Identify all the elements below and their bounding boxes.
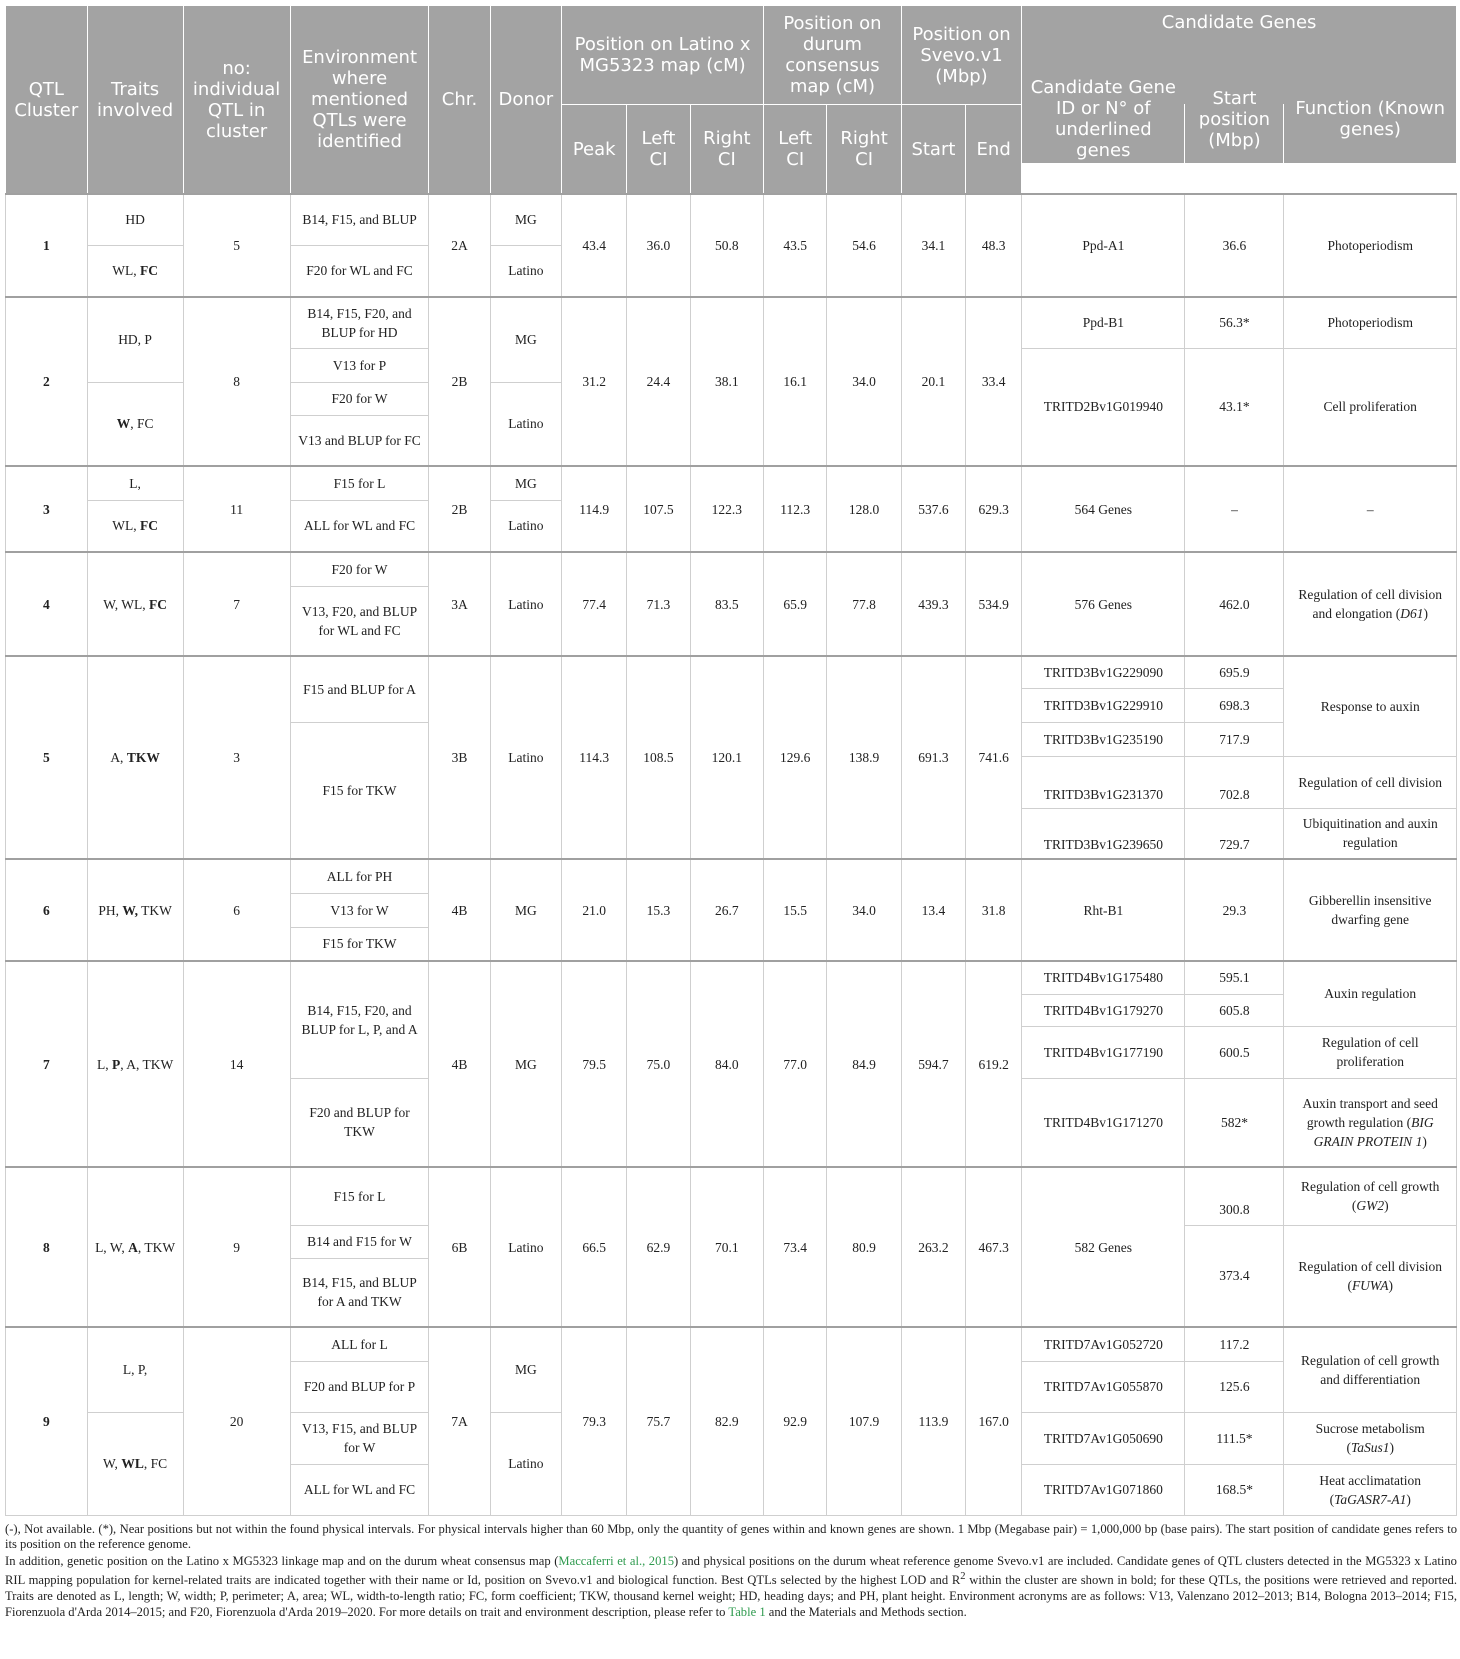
table-1-link[interactable]: Table 1 [728, 1604, 766, 1619]
table-row [6, 552, 1457, 586]
svevo-start-cell: 20.1 [901, 297, 965, 466]
svevo-start-cell: 34.1 [901, 194, 965, 297]
gene-id-cell: TRITD3Bv1G239650 [1022, 808, 1185, 859]
traits-cell: HD, P [87, 297, 183, 382]
left-ci-cell: 36.0 [627, 194, 690, 297]
header-qtl-cluster: QTL Cluster [6, 6, 88, 195]
citation-link[interactable]: Maccaferri et al., 2015 [558, 1553, 674, 1568]
gene-id-cell: TRITD3Bv1G235190 [1022, 722, 1185, 756]
gene-id-cell: TRITD7Av1G055870 [1022, 1361, 1185, 1412]
header-left-ci: Left CI [627, 105, 690, 195]
traits-cell: WL, FC [87, 245, 183, 297]
donor-cell: Latino [490, 245, 561, 297]
cluster-id: 2 [6, 297, 88, 466]
left-ci-cell: 24.4 [627, 297, 690, 466]
start-position-cell: 462.0 [1185, 552, 1284, 656]
table-row [6, 297, 1457, 348]
gene-id-cell: TRITD3Bv1G229090 [1022, 656, 1185, 688]
traits-cell: W, FC [87, 382, 183, 466]
environment-cell: V13 for W [290, 893, 429, 927]
gene-id-cell: Rht-B1 [1022, 859, 1185, 961]
environment-cell: F20 for W [290, 552, 429, 586]
durum-left-ci-cell: 15.5 [764, 859, 827, 961]
table-footnote [5, 1522, 1457, 1621]
cluster-7 [6, 961, 1457, 1167]
svevo-start-cell: 594.7 [901, 961, 965, 1167]
environment-cell: F20 for WL and FC [290, 245, 429, 297]
environment-cell: B14, F15, and BLUP for A and TKW [290, 1258, 429, 1327]
table-header [6, 6, 1457, 195]
cluster-4 [6, 552, 1457, 656]
function-cell: Ubiquitination and auxin regulation [1284, 808, 1457, 859]
svevo-start-cell: 439.3 [901, 552, 965, 656]
header-pos-durum: Position on durum consensus map (cM) [764, 6, 902, 105]
function-cell: Auxin regulation [1284, 961, 1457, 1026]
cluster-id: 1 [6, 194, 88, 297]
n-qtl-cell: 8 [183, 297, 290, 466]
qtl-table [5, 5, 1457, 1516]
n-qtl-cell: 3 [183, 656, 290, 859]
start-position-cell: 600.5 [1185, 1026, 1284, 1078]
table-row [6, 1327, 1457, 1361]
durum-right-ci-cell: 77.8 [827, 552, 901, 656]
start-position-cell: 29.3 [1185, 859, 1284, 961]
cluster-id: 9 [6, 1327, 88, 1515]
function-cell: Regulation of cell proliferation [1284, 1026, 1457, 1078]
cluster-id: 6 [6, 859, 88, 961]
cluster-id: 8 [6, 1167, 88, 1327]
donor-cell: MG [490, 859, 561, 961]
peak-cell: 43.4 [562, 194, 627, 297]
cluster-3 [6, 466, 1457, 552]
chr-cell: 2B [429, 466, 490, 552]
peak-cell: 31.2 [562, 297, 627, 466]
function-cell: – [1284, 466, 1457, 552]
header-right-ci: Right CI [690, 105, 763, 195]
start-position-cell: 605.8 [1185, 994, 1284, 1026]
environment-cell: V13, F15, and BLUP for W [290, 1412, 429, 1464]
start-position-cell: – [1185, 466, 1284, 552]
start-position-cell: 702.8 [1185, 756, 1284, 808]
header-traits: Traits involved [87, 6, 183, 195]
donor-cell: Latino [490, 1412, 561, 1515]
environment-cell: F20 for W [290, 382, 429, 415]
environment-cell: V13, F20, and BLUP for WL and FC [290, 586, 429, 656]
cluster-1 [6, 194, 1457, 297]
chr-cell: 2A [429, 194, 490, 297]
function-cell: Photoperiodism [1284, 297, 1457, 348]
start-position-cell: 595.1 [1185, 961, 1284, 994]
header-gene-id: Candidate Gene ID or N° of underlined genes [1022, 75, 1185, 165]
gene-id-cell: 582 Genes [1022, 1167, 1185, 1327]
chr-cell: 4B [429, 859, 490, 961]
durum-left-ci-cell: 16.1 [764, 297, 827, 466]
left-ci-cell: 71.3 [627, 552, 690, 656]
durum-left-ci-cell: 77.0 [764, 961, 827, 1167]
durum-right-ci-cell: 84.9 [827, 961, 901, 1167]
environment-cell: F15 and BLUP for A [290, 656, 429, 722]
chr-cell: 6B [429, 1167, 490, 1327]
durum-left-ci-cell: 43.5 [764, 194, 827, 297]
right-ci-cell: 83.5 [690, 552, 763, 656]
left-ci-cell: 62.9 [627, 1167, 690, 1327]
svevo-start-cell: 537.6 [901, 466, 965, 552]
start-position-cell: 36.6 [1185, 194, 1284, 297]
right-ci-cell: 82.9 [690, 1327, 763, 1515]
traits-cell: W, WL, FC [87, 552, 183, 656]
function-cell: Regulation of cell division and elongation (D61) [1284, 552, 1457, 656]
environment-cell: ALL for WL and FC [290, 1464, 429, 1515]
gene-id-cell: TRITD4Bv1G175480 [1022, 961, 1185, 994]
donor-cell: MG [490, 194, 561, 245]
header-n-qtl: no: individual QTL in cluster [183, 6, 290, 195]
gene-id-cell: TRITD4Bv1G177190 [1022, 1026, 1185, 1078]
cluster-id: 5 [6, 656, 88, 859]
environment-cell: ALL for L [290, 1327, 429, 1361]
environment-cell: B14, F15, F20, and BLUP for HD [290, 297, 429, 348]
svevo-end-cell: 167.0 [966, 1327, 1022, 1515]
cluster-5 [6, 656, 1457, 859]
donor-cell: MG [490, 466, 561, 500]
traits-cell: HD [87, 194, 183, 245]
durum-left-ci-cell: 92.9 [764, 1327, 827, 1515]
footnote-legend: (-), Not available. (*), Near positions but not within the found physical intervals. For physical intervals higher than 60 Mbp, only the quantity of genes within and known genes are shown. 1 Mbp (Megabase pair) = 1,000,000 bp (base pairs). The start position of candidate genes refers to its position on the reference genome. [5, 1521, 1457, 1552]
svevo-end-cell: 619.2 [966, 961, 1022, 1167]
start-position-cell: 300.8 [1185, 1167, 1284, 1225]
durum-right-ci-cell: 54.6 [827, 194, 901, 297]
right-ci-cell: 70.1 [690, 1167, 763, 1327]
chr-cell: 3B [429, 656, 490, 859]
cluster-8 [6, 1167, 1457, 1327]
n-qtl-cell: 9 [183, 1167, 290, 1327]
gene-id-cell: TRITD7Av1G071860 [1022, 1464, 1185, 1515]
n-qtl-cell: 11 [183, 466, 290, 552]
gene-id-cell: TRITD3Bv1G229910 [1022, 688, 1185, 722]
function-cell: Sucrose metabolism (TaSus1) [1284, 1412, 1457, 1464]
cluster-6 [6, 859, 1457, 961]
chr-cell: 4B [429, 961, 490, 1167]
traits-cell: L, W, A, TKW [87, 1167, 183, 1327]
cluster-id: 3 [6, 466, 88, 552]
peak-cell: 21.0 [562, 859, 627, 961]
environment-cell: F15 for TKW [290, 927, 429, 961]
svevo-end-cell: 629.3 [966, 466, 1022, 552]
function-cell: Cell proliferation [1284, 348, 1457, 466]
start-position-cell: 698.3 [1185, 688, 1284, 722]
right-ci-cell: 26.7 [690, 859, 763, 961]
left-ci-cell: 15.3 [627, 859, 690, 961]
cluster-id: 7 [6, 961, 88, 1167]
start-position-cell: 125.6 [1185, 1361, 1284, 1412]
table-row [6, 466, 1457, 500]
start-position-cell: 43.1* [1185, 348, 1284, 466]
environment-cell: V13 for P [290, 348, 429, 382]
svevo-end-cell: 31.8 [966, 859, 1022, 961]
environment-cell: ALL for PH [290, 859, 429, 893]
cluster-2 [6, 297, 1457, 466]
start-position-cell: 373.4 [1185, 1225, 1284, 1327]
start-position-cell: 111.5* [1185, 1412, 1284, 1464]
header-environment: Environment where mentioned QTLs were identified [290, 6, 429, 195]
environment-cell: F20 and BLUP for P [290, 1361, 429, 1412]
svevo-end-cell: 741.6 [966, 656, 1022, 859]
durum-left-ci-cell: 73.4 [764, 1167, 827, 1327]
donor-cell: Latino [490, 500, 561, 552]
environment-cell: F20 and BLUP for TKW [290, 1078, 429, 1167]
durum-left-ci-cell: 129.6 [764, 656, 827, 859]
gene-id-cell: TRITD4Bv1G179270 [1022, 994, 1185, 1026]
header-pos-latino: Position on Latino x MG5323 map (cM) [562, 6, 764, 105]
gene-id-cell: TRITD3Bv1G231370 [1022, 756, 1185, 808]
table-row [6, 1167, 1457, 1219]
header-start: Start [901, 105, 965, 195]
function-cell: Regulation of cell division (FUWA) [1284, 1225, 1457, 1327]
gene-id-cell: Ppd-A1 [1022, 194, 1185, 297]
function-cell: Regulation of cell growth and differentiation [1284, 1327, 1457, 1412]
svevo-end-cell: 48.3 [966, 194, 1022, 297]
table-row [6, 961, 1457, 994]
environment-cell: F15 for TKW [290, 722, 429, 859]
start-position-cell: 56.3* [1185, 297, 1284, 348]
table-container [5, 5, 1457, 1621]
cluster-9 [6, 1327, 1457, 1515]
right-ci-cell: 120.1 [690, 656, 763, 859]
function-cell: Gibberellin insensitive dwarfing gene [1284, 859, 1457, 961]
chr-cell: 7A [429, 1327, 490, 1515]
environment-cell: F15 for L [290, 1167, 429, 1225]
svevo-start-cell: 691.3 [901, 656, 965, 859]
function-cell: Photoperiodism [1284, 194, 1457, 297]
left-ci-cell: 75.0 [627, 961, 690, 1167]
traits-cell: PH, W, TKW [87, 859, 183, 961]
environment-cell: B14, F15, F20, and BLUP for L, P, and A [290, 961, 429, 1078]
environment-cell: F15 for L [290, 466, 429, 500]
table-row [6, 194, 1457, 245]
header-candidate-genes: Candidate Genes [1022, 6, 1457, 105]
function-cell: Regulation of cell growth (GW2) [1284, 1167, 1457, 1225]
svevo-end-cell: 467.3 [966, 1167, 1022, 1327]
durum-right-ci-cell: 80.9 [827, 1167, 901, 1327]
start-position-cell: 117.2 [1185, 1327, 1284, 1361]
svevo-start-cell: 263.2 [901, 1167, 965, 1327]
svevo-start-cell: 113.9 [901, 1327, 965, 1515]
n-qtl-cell: 7 [183, 552, 290, 656]
header-donor: Donor [490, 6, 561, 195]
donor-cell: Latino [490, 552, 561, 656]
n-qtl-cell: 5 [183, 194, 290, 297]
function-cell: Auxin transport and seed growth regulation (BIG GRAIN PROTEIN 1) [1284, 1078, 1457, 1167]
donor-cell: MG [490, 1327, 561, 1412]
durum-right-ci-cell: 34.0 [827, 297, 901, 466]
traits-cell: L, P, A, TKW [87, 961, 183, 1167]
header-right-ci-durum: Right CI [827, 105, 901, 195]
gene-id-cell: TRITD7Av1G050690 [1022, 1412, 1185, 1464]
traits-cell: L, [87, 466, 183, 500]
gene-id-cell: 576 Genes [1022, 552, 1185, 656]
header-end: End [966, 105, 1022, 195]
durum-right-ci-cell: 128.0 [827, 466, 901, 552]
donor-cell: MG [490, 297, 561, 382]
traits-cell: L, P, [87, 1327, 183, 1412]
peak-cell: 77.4 [562, 552, 627, 656]
traits-cell: A, TKW [87, 656, 183, 859]
start-position-cell: 168.5* [1185, 1464, 1284, 1515]
chr-cell: 2B [429, 297, 490, 466]
left-ci-cell: 75.7 [627, 1327, 690, 1515]
cluster-id: 4 [6, 552, 88, 656]
durum-right-ci-cell: 107.9 [827, 1327, 901, 1515]
header-chr: Chr. [429, 6, 490, 195]
gene-id-cell: TRITD4Bv1G171270 [1022, 1078, 1185, 1167]
header-pos-svevo: Position on Svevo.v1 (Mbp) [901, 6, 1021, 105]
donor-cell: Latino [490, 382, 561, 466]
start-position-cell: 582* [1185, 1078, 1284, 1167]
gene-id-cell: 564 Genes [1022, 466, 1185, 552]
n-qtl-cell: 6 [183, 859, 290, 961]
peak-cell: 66.5 [562, 1167, 627, 1327]
right-ci-cell: 84.0 [690, 961, 763, 1167]
gene-id-cell: TRITD7Av1G052720 [1022, 1327, 1185, 1361]
right-ci-cell: 50.8 [690, 194, 763, 297]
gene-id-cell: Ppd-B1 [1022, 297, 1185, 348]
n-qtl-cell: 20 [183, 1327, 290, 1515]
start-position-cell: 729.7 [1185, 808, 1284, 859]
traits-cell: WL, FC [87, 500, 183, 552]
peak-cell: 114.3 [562, 656, 627, 859]
gene-id-cell: TRITD2Bv1G019940 [1022, 348, 1185, 466]
start-position-cell: 717.9 [1185, 722, 1284, 756]
durum-left-ci-cell: 65.9 [764, 552, 827, 656]
header-left-ci-durum: Left CI [764, 105, 827, 195]
peak-cell: 79.3 [562, 1327, 627, 1515]
peak-cell: 114.9 [562, 466, 627, 552]
footnote-description: In addition, genetic position on the Latino x MG5323 linkage map and on the durum wheat consensus map (Maccaferri et al., 2015) and physical positions on the durum wheat reference genome Svevo.v1 are included. Candidate genes of QTL clusters detected in the MG5323 x Latino RIL mapping population for kernel-related traits are indicated together with their name or Id, position on Svevo.v1 and biological function. Best QTLs selected by the highest LOD and $R^2$ within the cluster are shown in bold; for these QTLs, the positions were retrieved and reported. Traits are denoted as L, length; W, width; P, perimeter; A, area; WL, width-to-length ratio; FC, form coefficient; TKW, thousand kernel weight; HD, heading days; and PH, plant height. Environment acronyms are as follows: V13, Valenzano 2012–2013; B14, Bologna 2013–2014; F15, Fiorenzuola d'Arda 2014–2015; and F20, Fiorenzuola d'Arda 2019–2020. For more details on trait and environment description, please refer to Table 1 and the Materials and Methods section. [5, 1553, 1457, 1619]
environment-cell: B14, F15, and BLUP [290, 194, 429, 245]
left-ci-cell: 108.5 [627, 656, 690, 859]
environment-cell: ALL for WL and FC [290, 500, 429, 552]
peak-cell: 79.5 [562, 961, 627, 1167]
header-start-position: Start position (Mbp) [1185, 75, 1284, 165]
header-peak: Peak [562, 105, 627, 195]
donor-cell: MG [490, 961, 561, 1167]
right-ci-cell: 38.1 [690, 297, 763, 466]
header-function: Function (Known genes) [1284, 75, 1457, 165]
function-cell: Regulation of cell division [1284, 756, 1457, 808]
durum-right-ci-cell: 138.9 [827, 656, 901, 859]
durum-left-ci-cell: 112.3 [764, 466, 827, 552]
function-cell: Response to auxin [1284, 656, 1457, 756]
svevo-start-cell: 13.4 [901, 859, 965, 961]
table-row [6, 859, 1457, 893]
chr-cell: 3A [429, 552, 490, 656]
donor-cell: Latino [490, 1167, 561, 1327]
function-cell: Heat acclimatation (TaGASR7-A1) [1284, 1464, 1457, 1515]
environment-cell: V13 and BLUP for FC [290, 415, 429, 466]
svevo-end-cell: 33.4 [966, 297, 1022, 466]
donor-cell: Latino [490, 656, 561, 859]
table-row [6, 656, 1457, 688]
svevo-end-cell: 534.9 [966, 552, 1022, 656]
environment-cell: B14 and F15 for W [290, 1225, 429, 1258]
traits-cell: W, WL, FC [87, 1412, 183, 1515]
left-ci-cell: 107.5 [627, 466, 690, 552]
start-position-cell: 695.9 [1185, 656, 1284, 688]
n-qtl-cell: 14 [183, 961, 290, 1167]
durum-right-ci-cell: 34.0 [827, 859, 901, 961]
right-ci-cell: 122.3 [690, 466, 763, 552]
